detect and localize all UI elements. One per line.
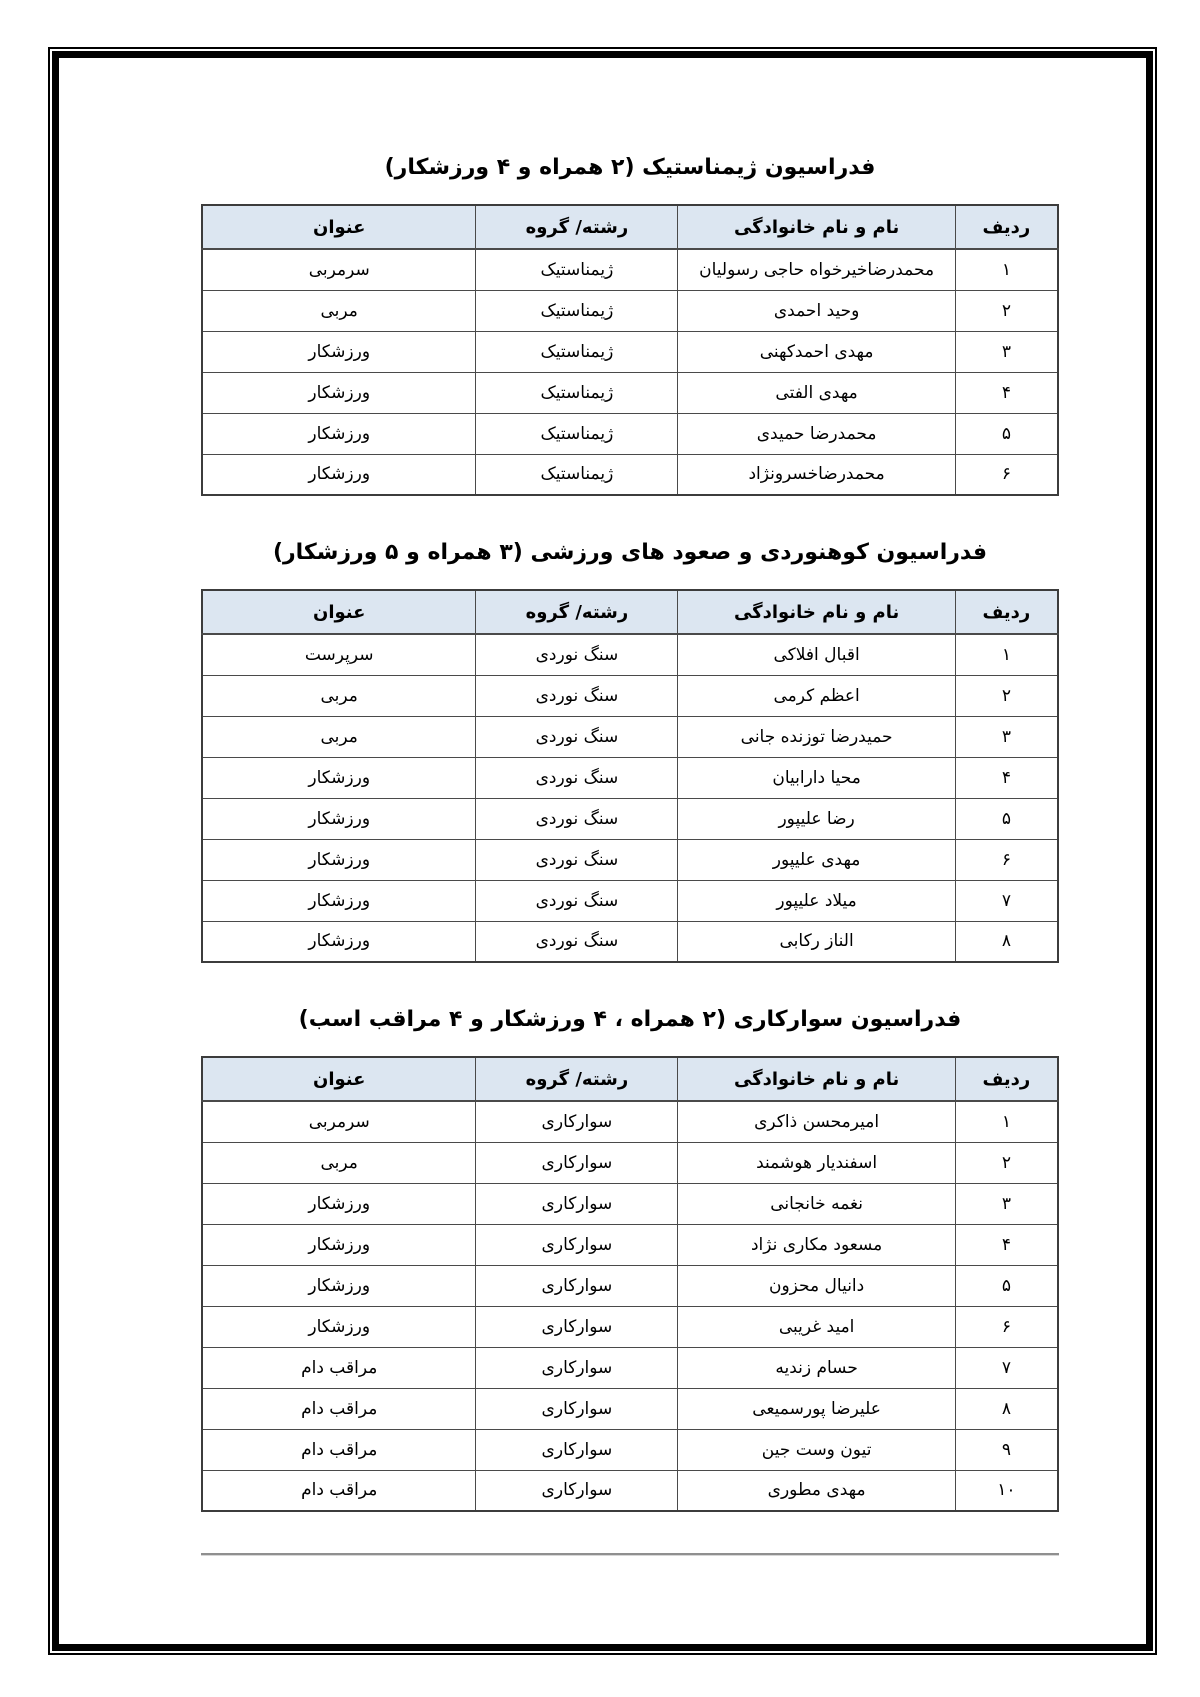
cell-row-number: ۸ xyxy=(955,921,1058,962)
cell-full-name: اعظم کرمی xyxy=(678,675,955,716)
federation-section xyxy=(201,536,1059,963)
cell-field-group: سنگ نوردی xyxy=(476,921,678,962)
cell-row-number: ۱ xyxy=(955,249,1058,290)
cell-field-group: ژیمناستیک xyxy=(476,413,678,454)
table-row xyxy=(202,634,1058,675)
table-row xyxy=(202,1347,1058,1388)
column-header-cell-row-number: ردیف xyxy=(955,205,1058,249)
header-row xyxy=(202,1057,1058,1101)
cell-full-name: اقبال افلاکی xyxy=(678,634,955,675)
cell-full-name: علیرضا پورسمیعی xyxy=(678,1388,955,1429)
cell-field-group: ژیمناستیک xyxy=(476,331,678,372)
table-row xyxy=(202,1183,1058,1224)
cell-full-name: نغمه خانجانی xyxy=(678,1183,955,1224)
cell-row-number: ۸ xyxy=(955,1388,1058,1429)
cell-row-number: ۶ xyxy=(955,839,1058,880)
cell-full-name: امیرمحسن ذاکری xyxy=(678,1101,955,1142)
column-header-cell-full-name: نام و نام خانوادگی xyxy=(678,205,955,249)
cell-field-group: سوارکاری xyxy=(476,1470,678,1511)
cell-field-group: سوارکاری xyxy=(476,1183,678,1224)
cell-role-title: مربی xyxy=(202,1142,476,1183)
cell-row-number: ۶ xyxy=(955,1306,1058,1347)
cell-row-number: ۵ xyxy=(955,798,1058,839)
cell-row-number: ۵ xyxy=(955,1265,1058,1306)
table-row xyxy=(202,1388,1058,1429)
cell-full-name: اسفندیار هوشمند xyxy=(678,1142,955,1183)
cell-row-number: ۱ xyxy=(955,1101,1058,1142)
federation-section xyxy=(201,1003,1059,1512)
cell-field-group: سوارکاری xyxy=(476,1347,678,1388)
cell-role-title: مراقب دام xyxy=(202,1347,476,1388)
document-content xyxy=(201,61,1059,1512)
table-row xyxy=(202,331,1058,372)
cell-role-title: ورزشکار xyxy=(202,454,476,495)
cell-role-title: ورزشکار xyxy=(202,757,476,798)
footer-divider xyxy=(201,1553,1059,1555)
cell-row-number: ۵ xyxy=(955,413,1058,454)
cell-row-number: ۷ xyxy=(955,1347,1058,1388)
table-row xyxy=(202,290,1058,331)
cell-field-group: سنگ نوردی xyxy=(476,757,678,798)
section-title: فدراسیون ژیمناستیک (۲ همراه و ۴ ورزشکار) xyxy=(384,155,876,180)
column-header-cell-full-name: نام و نام خانوادگی xyxy=(678,590,955,634)
cell-row-number: ۳ xyxy=(955,1183,1058,1224)
cell-full-name: الناز رکابی xyxy=(678,921,955,962)
cell-full-name: مهدی علیپور xyxy=(678,839,955,880)
column-header-cell-row-number: ردیف xyxy=(955,590,1058,634)
cell-role-title: ورزشکار xyxy=(202,372,476,413)
cell-row-number: ۴ xyxy=(955,757,1058,798)
cell-role-title: مراقب دام xyxy=(202,1470,476,1511)
cell-role-title: مربی xyxy=(202,716,476,757)
cell-row-number: ۳ xyxy=(955,331,1058,372)
federation-section xyxy=(201,151,1059,496)
table-row xyxy=(202,1224,1058,1265)
cell-role-title: سرمربی xyxy=(202,249,476,290)
cell-role-title: ورزشکار xyxy=(202,880,476,921)
cell-full-name: محمدرضا حمیدی xyxy=(678,413,955,454)
cell-row-number: ۱۰ xyxy=(955,1470,1058,1511)
cell-full-name: حسام زندیه xyxy=(678,1347,955,1388)
cell-full-name: میلاد علیپور xyxy=(678,880,955,921)
cell-row-number: ۱ xyxy=(955,634,1058,675)
cell-field-group: سنگ نوردی xyxy=(476,675,678,716)
cell-role-title: مراقب دام xyxy=(202,1388,476,1429)
header-row xyxy=(202,590,1058,634)
table-row xyxy=(202,1142,1058,1183)
cell-role-title: ورزشکار xyxy=(202,1183,476,1224)
section-title: فدراسیون کوهنوردی و صعود های ورزشی (۳ همراه و ۵ ورزشکار) xyxy=(272,540,988,565)
column-header-cell-field-group: رشته/ گروه xyxy=(476,590,678,634)
cell-role-title: سرمربی xyxy=(202,1101,476,1142)
cell-role-title: مربی xyxy=(202,290,476,331)
cell-full-name: امید غریبی xyxy=(678,1306,955,1347)
cell-full-name: مهدی احمدکهنی xyxy=(678,331,955,372)
table-row xyxy=(202,1101,1058,1142)
cell-full-name: مسعود مکاری نژاد xyxy=(678,1224,955,1265)
table-row xyxy=(202,454,1058,495)
cell-role-title: ورزشکار xyxy=(202,1265,476,1306)
cell-role-title: مربی xyxy=(202,675,476,716)
cell-row-number: ۲ xyxy=(955,675,1058,716)
roster-table xyxy=(201,204,1059,496)
cell-field-group: ژیمناستیک xyxy=(476,372,678,413)
cell-field-group: سنگ نوردی xyxy=(476,716,678,757)
section-title: فدراسیون سوارکاری (۲ همراه ، ۴ ورزشکار و ۴ مراقب اسب) xyxy=(298,1007,962,1032)
table-row xyxy=(202,675,1058,716)
cell-field-group: سوارکاری xyxy=(476,1388,678,1429)
roster-table xyxy=(201,589,1059,963)
cell-field-group: سنگ نوردی xyxy=(476,839,678,880)
cell-role-title: ورزشکار xyxy=(202,839,476,880)
cell-field-group: سنگ نوردی xyxy=(476,634,678,675)
cell-role-title: ورزشکار xyxy=(202,921,476,962)
cell-row-number: ۲ xyxy=(955,290,1058,331)
column-header-cell-role-title: عنوان xyxy=(202,205,476,249)
cell-field-group: سنگ نوردی xyxy=(476,798,678,839)
cell-full-name: محیا دارابیان xyxy=(678,757,955,798)
cell-row-number: ۲ xyxy=(955,1142,1058,1183)
cell-field-group: ژیمناستیک xyxy=(476,290,678,331)
table-row xyxy=(202,249,1058,290)
cell-full-name: دانیال محزون xyxy=(678,1265,955,1306)
cell-role-title: ورزشکار xyxy=(202,1224,476,1265)
cell-field-group: سوارکاری xyxy=(476,1265,678,1306)
table-row xyxy=(202,372,1058,413)
table-row xyxy=(202,1265,1058,1306)
table-row xyxy=(202,716,1058,757)
cell-role-title: ورزشکار xyxy=(202,413,476,454)
table-row xyxy=(202,880,1058,921)
cell-row-number: ۴ xyxy=(955,372,1058,413)
cell-full-name: محمدرضاخیرخواه حاجی رسولیان xyxy=(678,249,955,290)
column-header-cell-row-number: ردیف xyxy=(955,1057,1058,1101)
cell-field-group: سوارکاری xyxy=(476,1224,678,1265)
column-header-cell-role-title: عنوان xyxy=(202,590,476,634)
cell-full-name: محمدرضاخسرونژاد xyxy=(678,454,955,495)
header-row xyxy=(202,205,1058,249)
cell-full-name: تیون وست جین xyxy=(678,1429,955,1470)
cell-row-number: ۶ xyxy=(955,454,1058,495)
column-header-cell-field-group: رشته/ گروه xyxy=(476,205,678,249)
cell-row-number: ۹ xyxy=(955,1429,1058,1470)
cell-full-name: مهدی مطوری xyxy=(678,1470,955,1511)
table-row xyxy=(202,413,1058,454)
cell-role-title: مراقب دام xyxy=(202,1429,476,1470)
column-header-cell-full-name: نام و نام خانوادگی xyxy=(678,1057,955,1101)
table-row xyxy=(202,1306,1058,1347)
cell-full-name: مهدی الفتی xyxy=(678,372,955,413)
cell-row-number: ۷ xyxy=(955,880,1058,921)
cell-field-group: سوارکاری xyxy=(476,1429,678,1470)
table-row xyxy=(202,798,1058,839)
cell-field-group: سوارکاری xyxy=(476,1306,678,1347)
table-row xyxy=(202,839,1058,880)
cell-field-group: ژیمناستیک xyxy=(476,249,678,290)
column-header-cell-field-group: رشته/ گروه xyxy=(476,1057,678,1101)
cell-full-name: رضا علیپور xyxy=(678,798,955,839)
cell-role-title: ورزشکار xyxy=(202,798,476,839)
table-row xyxy=(202,1429,1058,1470)
cell-role-title: ورزشکار xyxy=(202,1306,476,1347)
cell-row-number: ۴ xyxy=(955,1224,1058,1265)
cell-role-title: سرپرست xyxy=(202,634,476,675)
cell-row-number: ۳ xyxy=(955,716,1058,757)
column-header-cell-role-title: عنوان xyxy=(202,1057,476,1101)
table-row xyxy=(202,1470,1058,1511)
cell-field-group: سنگ نوردی xyxy=(476,880,678,921)
roster-table xyxy=(201,1056,1059,1512)
table-row xyxy=(202,757,1058,798)
cell-field-group: ژیمناستیک xyxy=(476,454,678,495)
cell-field-group: سوارکاری xyxy=(476,1101,678,1142)
table-row xyxy=(202,921,1058,962)
cell-role-title: ورزشکار xyxy=(202,331,476,372)
cell-field-group: سوارکاری xyxy=(476,1142,678,1183)
cell-full-name: حمیدرضا توزنده جانی xyxy=(678,716,955,757)
cell-full-name: وحید احمدی xyxy=(678,290,955,331)
